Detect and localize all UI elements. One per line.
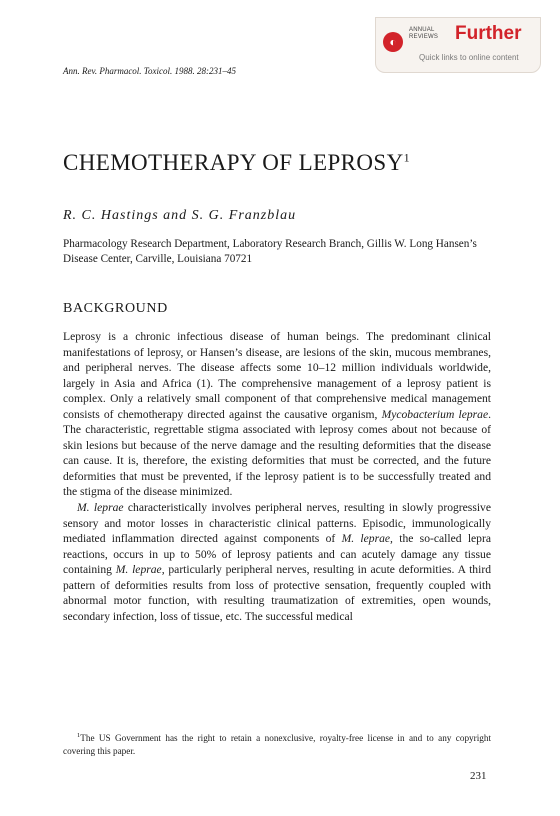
annual-reviews-logo-icon: ◐ xyxy=(383,32,403,52)
paragraph-2: M. leprae characteristically involves peripheral nerves, resulting in slowly progressive sensory and motor losses in characteristic clinical patterns. Episodic, immunologically mediated inflammation directed against components of M. leprae, the so-called lepra reactions, occurs in up to 50% of leprosy patients and can acutely damage any tissue containing M. leprae, particularly peripheral nerves, resulting in acute deformities. A third pattern of deformities results from loss of protective sensation, frequently coupled with abnormal motor function, with resulting traumatization of extremities, open wounds, secondary infection, loss of tissue, etc. The successful medical xyxy=(63,501,491,623)
species-name: M. leprae, xyxy=(115,563,165,577)
species-name: Mycobacterium leprae xyxy=(381,407,489,421)
title-footnote-mark: 1 xyxy=(403,150,411,165)
species-name: M. leprae xyxy=(77,501,124,515)
further-tagline: Quick links to online content xyxy=(419,53,519,62)
section-heading-background: BACKGROUND xyxy=(63,301,168,316)
footnote: $^1$The US Government has the right to retain a nonexclusive, royalty-free license in and to any copyright covering this paper. xyxy=(63,732,491,756)
footnote-mark: 1 xyxy=(77,732,81,739)
annual-reviews-brand: ANNUAL REVIEWS xyxy=(409,27,439,40)
article-title: CHEMOTHERAPY OF LEPROSY$^1$ xyxy=(63,150,411,175)
section-body xyxy=(63,329,491,624)
further-links-badge[interactable] xyxy=(375,17,541,73)
species-name: M. leprae, xyxy=(341,532,393,546)
journal-citation: Ann. Rev. Pharmacol. Toxicol. 1988. 28:231–45 xyxy=(63,66,236,76)
author-affiliation: Pharmacology Research Department, Laboratory Research Branch, Gillis W. Long Hansen’s Disease Center, Carville, Louisiana 70721 xyxy=(63,238,477,265)
page-number: 231 xyxy=(470,770,487,782)
further-wordmark: Further xyxy=(455,23,522,44)
paragraph-1: Leprosy is a chronic infectious disease of human beings. The predominant clinical manifestations of leprosy, or Hansen’s disease, are lesions of the skin, mucous membranes, and peripheral nerves. The disease affects some 10–12 million individuals worldwide, largely in Asia and Africa (1). The comprehensive management of a leprosy patient is complex. Only a relatively small component of that comprehensive medical management consists of chemotherapy directed against the causative organism, Mycobacterium leprae. The characteristic, regrettable stigma associated with leprosy comes about not because of skin lesions but because of the nerve damage and the resulting deformities that the disease can cause. It is, therefore, the existing deformities that must be corrected, and the future deformities that must be prevented, if the leprosy patient is to be successfully treated and the stigma of the disease minimized. xyxy=(63,330,491,499)
article-authors: R. C. Hastings and S. G. Franzblau xyxy=(63,208,297,223)
